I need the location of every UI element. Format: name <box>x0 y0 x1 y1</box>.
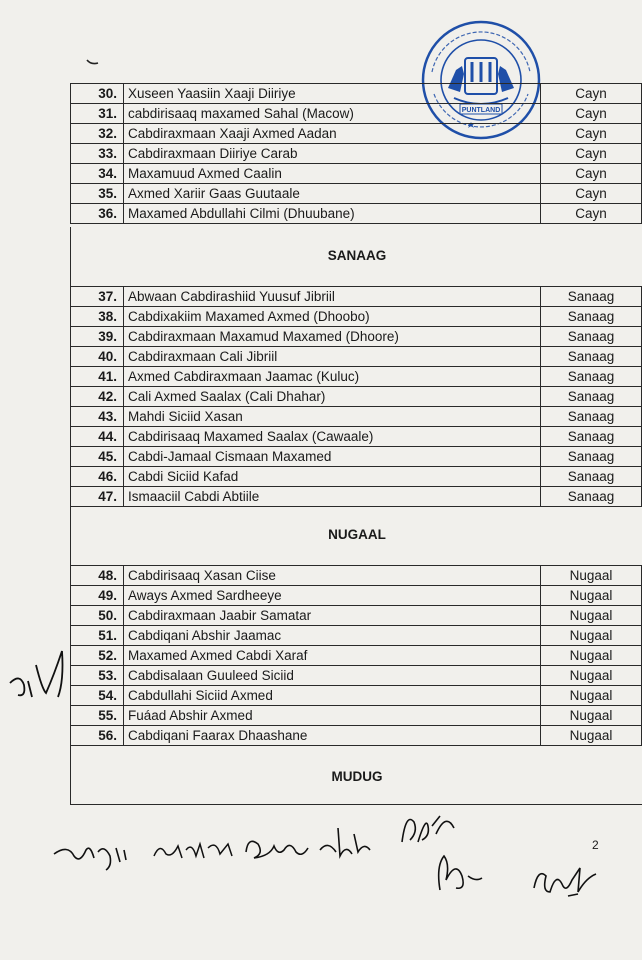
region-name: Sanaag <box>541 347 642 367</box>
table-row <box>71 407 642 427</box>
region-name: Sanaag <box>541 367 642 387</box>
region-name: Cayn <box>541 84 642 104</box>
row-number: 56. <box>71 726 124 746</box>
row-number: 31. <box>71 104 124 124</box>
table-row <box>71 367 642 387</box>
member-name: Aways Axmed Sardheeye <box>124 586 541 606</box>
table-row <box>71 204 642 224</box>
table-row <box>71 447 642 467</box>
region-name: Cayn <box>541 164 642 184</box>
table-row <box>71 606 642 626</box>
row-number: 45. <box>71 447 124 467</box>
table-row <box>71 646 642 666</box>
section-sanaag <box>70 227 642 287</box>
member-name: cabdirisaaq maxamed Sahal (Macow) <box>124 104 541 124</box>
table-row <box>71 144 642 164</box>
member-name: Maxamed Axmed Cabdi Xaraf <box>124 646 541 666</box>
row-number: 33. <box>71 144 124 164</box>
region-name: Nugaal <box>541 706 642 726</box>
row-number: 52. <box>71 646 124 666</box>
table-row <box>71 287 642 307</box>
row-number: 55. <box>71 706 124 726</box>
row-number: 51. <box>71 626 124 646</box>
row-number: 54. <box>71 686 124 706</box>
row-number: 48. <box>71 566 124 586</box>
row-number: 41. <box>71 367 124 387</box>
row-number: 43. <box>71 407 124 427</box>
member-name: Ismaaciil Cabdi Abtiile <box>124 487 541 507</box>
member-name: Cabdisalaan Guuleed Siciid <box>124 666 541 686</box>
member-name: Maxamed Abdullahi Cilmi (Dhuubane) <box>124 204 541 224</box>
table-row <box>71 387 642 407</box>
nugaal-table <box>70 565 642 746</box>
region-name: Sanaag <box>541 447 642 467</box>
row-number: 35. <box>71 184 124 204</box>
row-number: 47. <box>71 487 124 507</box>
row-number: 46. <box>71 467 124 487</box>
member-name: Axmed Xariir Gaas Guutaale <box>124 184 541 204</box>
region-name: Nugaal <box>541 586 642 606</box>
member-name: Cabdiraxmaan Diiriye Carab <box>124 144 541 164</box>
region-name: Sanaag <box>541 287 642 307</box>
member-name: Maxamuud Axmed Caalin <box>124 164 541 184</box>
region-name: Nugaal <box>541 566 642 586</box>
member-name: Fuáad Abshir Axmed <box>124 706 541 726</box>
section-title: SANAAG <box>327 248 387 263</box>
table-row <box>71 307 642 327</box>
table-row <box>71 164 642 184</box>
table-row <box>71 104 642 124</box>
table-row <box>71 124 642 144</box>
region-name: Nugaal <box>541 726 642 746</box>
row-number: 50. <box>71 606 124 626</box>
region-name: Cayn <box>541 104 642 124</box>
member-name: Abwaan Cabdirashiid Yuusuf Jibriil <box>124 287 541 307</box>
table-row <box>71 427 642 447</box>
section-nugaal <box>70 507 642 565</box>
table-row <box>71 706 642 726</box>
region-name: Sanaag <box>541 467 642 487</box>
row-number: 39. <box>71 327 124 347</box>
member-name: Cabdi-Jamaal Cismaan Maxamed <box>124 447 541 467</box>
table-row <box>71 726 642 746</box>
member-name: Cabdixakiim Maxamed Axmed (Dhoobo) <box>124 307 541 327</box>
region-name: Sanaag <box>541 407 642 427</box>
section-mudug <box>70 746 642 805</box>
region-name: Cayn <box>541 204 642 224</box>
member-name: Axmed Cabdiraxmaan Jaamac (Kuluc) <box>124 367 541 387</box>
table-row <box>71 666 642 686</box>
signature-1 <box>50 830 140 874</box>
member-name: Cali Axmed Saalax (Cali Dhahar) <box>124 387 541 407</box>
table-row <box>71 327 642 347</box>
row-number: 38. <box>71 307 124 327</box>
signature-5 <box>396 802 460 848</box>
region-name: Sanaag <box>541 487 642 507</box>
row-number: 32. <box>71 124 124 144</box>
table-row <box>71 84 642 104</box>
cayn-table <box>70 83 642 224</box>
member-name: Xuseen Yaasiin Xaaji Diiriye <box>124 84 541 104</box>
region-name: Cayn <box>541 144 642 164</box>
member-name: Cabdi Siciid Kafad <box>124 467 541 487</box>
table-row <box>71 586 642 606</box>
table-row <box>71 347 642 367</box>
region-name: Nugaal <box>541 606 642 626</box>
region-name: Sanaag <box>541 387 642 407</box>
row-number: 53. <box>71 666 124 686</box>
member-name: Mahdi Siciid Xasan <box>124 407 541 427</box>
region-name: Sanaag <box>541 307 642 327</box>
table-row <box>71 184 642 204</box>
member-name: Cabdiraxmaan Maxamud Maxamed (Dhoore) <box>124 327 541 347</box>
region-name: Nugaal <box>541 626 642 646</box>
pen-mark <box>86 57 100 67</box>
member-name: Cabdirisaaq Xasan Ciise <box>124 566 541 586</box>
signature-6 <box>428 846 484 896</box>
table-row <box>71 626 642 646</box>
table-row <box>71 487 642 507</box>
signature-2 <box>150 828 238 868</box>
section-title: NUGAAL <box>328 527 386 542</box>
region-name: Cayn <box>541 184 642 204</box>
row-number: 44. <box>71 427 124 447</box>
row-number: 30. <box>71 84 124 104</box>
member-name: Cabdiraxmaan Xaaji Axmed Aadan <box>124 124 541 144</box>
table-row <box>71 467 642 487</box>
row-number: 34. <box>71 164 124 184</box>
row-number: 36. <box>71 204 124 224</box>
region-name: Nugaal <box>541 646 642 666</box>
member-name: Cabdiraxmaan Jaabir Samatar <box>124 606 541 626</box>
sanaag-table <box>70 286 642 507</box>
region-name: Sanaag <box>541 327 642 347</box>
row-number: 40. <box>71 347 124 367</box>
signature-7 <box>528 854 608 904</box>
region-name: Sanaag <box>541 427 642 447</box>
region-name: Cayn <box>541 124 642 144</box>
section-title: MUDUG <box>331 769 383 784</box>
signature-3 <box>240 826 316 866</box>
row-number: 37. <box>71 287 124 307</box>
row-number: 42. <box>71 387 124 407</box>
signature-margin <box>6 645 68 705</box>
member-name: Cabdiqani Abshir Jaamac <box>124 626 541 646</box>
table-row <box>71 686 642 706</box>
member-name: Cabdirisaaq Maxamed Saalax (Cawaale) <box>124 427 541 447</box>
table-row <box>71 566 642 586</box>
region-name: Nugaal <box>541 666 642 686</box>
signature-4 <box>316 820 376 864</box>
member-name: Cabdullahi Siciid Axmed <box>124 686 541 706</box>
page-number: 2 <box>592 838 599 852</box>
region-name: Nugaal <box>541 686 642 706</box>
row-number: 49. <box>71 586 124 606</box>
member-name: Cabdiqani Faarax Dhaashane <box>124 726 541 746</box>
member-name: Cabdiraxmaan Cali Jibriil <box>124 347 541 367</box>
stamp-banner: PUNTLAND <box>461 107 501 114</box>
